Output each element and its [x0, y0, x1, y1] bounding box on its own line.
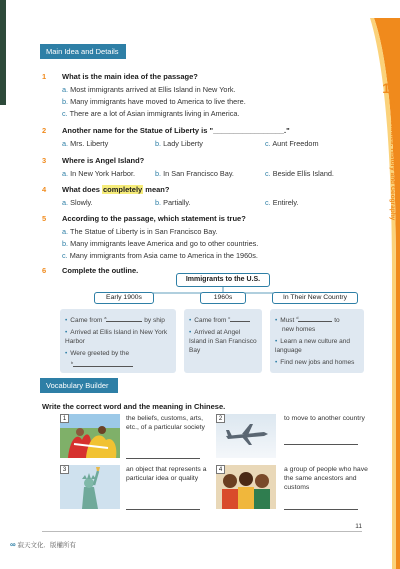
outline-item: • Arrived at Angel Island in San Francisco Bay [189, 328, 257, 355]
vocab-number: 3 [60, 465, 69, 474]
vocab-number: 2 [216, 414, 225, 423]
q2-option-a[interactable]: a. Mrs. Liberty [62, 139, 109, 148]
blank-d[interactable] [298, 315, 332, 322]
vocab-definition: the beliefs, customs, arts, etc., of a particular society [126, 415, 205, 431]
vocab-item-3 [60, 465, 210, 511]
question-stem: What is the main idea of the passage? [62, 72, 198, 81]
vocab-number: 4 [216, 465, 225, 474]
dancers-photo [60, 414, 120, 458]
main-idea-section-bar: Main Idea and Details [40, 44, 126, 59]
vocab-definition: a group of people who have the same ancestors and customs [284, 466, 368, 491]
highlighted-word: completely [103, 185, 143, 194]
question-number: 5 [42, 214, 47, 223]
outline-title: Immigrants to the U.S. [176, 273, 270, 287]
question-stem: Another name for the Statue of Liberty is "_________________." [62, 126, 290, 135]
outline-item: • Must $^d$ to new homes [275, 313, 359, 334]
question-number: 6 [42, 266, 47, 275]
q2-option-b[interactable]: b. Lady Liberty [155, 139, 203, 148]
vocab-section-bar: Vocabulary Builder [40, 378, 118, 393]
question-stem: Complete the outline. [62, 266, 139, 275]
vocab-definition: an object that represents a particular idea or quality [126, 466, 207, 482]
airplane-photo [216, 414, 276, 458]
outline-item: • Arrived at Ellis Island in New York Harbor [65, 328, 171, 346]
q1-option-b[interactable]: b. Many immigrants have moved to America to live there. [62, 97, 246, 106]
vocab-definition: to move to another country [284, 415, 365, 422]
question-stem: According to the passage, which statement is true? [62, 214, 246, 223]
vocab-answer-line[interactable] [284, 444, 358, 445]
outline-item: • Find new jobs and homes [275, 358, 359, 367]
statue-of-liberty-photo [60, 465, 120, 509]
q4-option-b[interactable]: b. Partially. [155, 198, 191, 207]
vocab-answer-line[interactable] [126, 458, 200, 459]
outline-box-1960s [184, 309, 262, 373]
question-stem: What does completely mean? [62, 185, 170, 194]
q4-option-a[interactable]: a. Slowly. [62, 198, 93, 207]
q3-option-a[interactable]: a. In New York Harbor. [62, 169, 136, 178]
outline-box-early-1900s [60, 309, 176, 373]
question-number: 4 [42, 185, 47, 194]
outline-head-1960s: 1960s [200, 292, 246, 304]
vocab-instruction: Write the correct word and the meaning in Chinese. [42, 402, 226, 411]
q5-option-a[interactable]: a. The Statue of Liberty is in San Francisco Bay. [62, 227, 218, 236]
q5-option-b[interactable]: b. Many immigrants leave America and go to other countries. [62, 239, 259, 248]
blank-c[interactable] [230, 315, 250, 322]
outline-head-new-country: In Their New Country [272, 292, 358, 304]
q3-option-b[interactable]: b. In San Francisco Bay. [155, 169, 234, 178]
q5-option-c[interactable]: c. Many immigrants from Asia came to America in the 1960s. [62, 251, 258, 260]
question-number: 1 [42, 72, 47, 81]
q4-option-c[interactable]: c. Entirely. [265, 198, 299, 207]
blank-a[interactable] [106, 315, 142, 322]
publisher-logo: ∞ 寂天文化．版權所有 [10, 540, 77, 549]
vocab-item-4 [216, 465, 366, 511]
publisher-mark-icon: ∞ [10, 540, 16, 549]
outline-box-new-country [270, 309, 364, 373]
vocab-number: 1 [60, 414, 69, 423]
bottom-rule [42, 531, 362, 532]
question-number: 2 [42, 126, 47, 135]
vocab-answer-line[interactable] [126, 509, 200, 510]
outline-item: • Learn a new culture and language [275, 337, 359, 355]
q2-option-c[interactable]: c. Aunt Freedom [265, 139, 319, 148]
q1-option-c[interactable]: c. There are a lot of Asian immigrants living in America. [62, 109, 240, 118]
outline-head-early-1900s: Early 1900s [94, 292, 154, 304]
outline-item: • Came from $^a$ by ship [65, 313, 171, 325]
outline-item: • Were greeted by the $^b$ [65, 349, 171, 370]
unit-number: 1 [382, 80, 390, 96]
q1-option-a[interactable]: a. Most immigrants arrived at Ellis Island in New York. [62, 85, 236, 94]
group-of-people-photo [216, 465, 276, 509]
q3-option-c[interactable]: c. Beside Ellis Island. [265, 169, 334, 178]
vocab-item-2 [216, 414, 366, 460]
page-number: 11 [355, 523, 362, 530]
outline-item: • Came from $^c$ [189, 313, 257, 325]
vocab-item-1 [60, 414, 210, 460]
question-number: 3 [42, 156, 47, 165]
side-subject-title: Social Studies: History and Geography [389, 100, 396, 221]
blank-b[interactable] [73, 360, 133, 367]
question-stem: Where is Angel Island? [62, 156, 145, 165]
vocab-answer-line[interactable] [284, 509, 358, 510]
